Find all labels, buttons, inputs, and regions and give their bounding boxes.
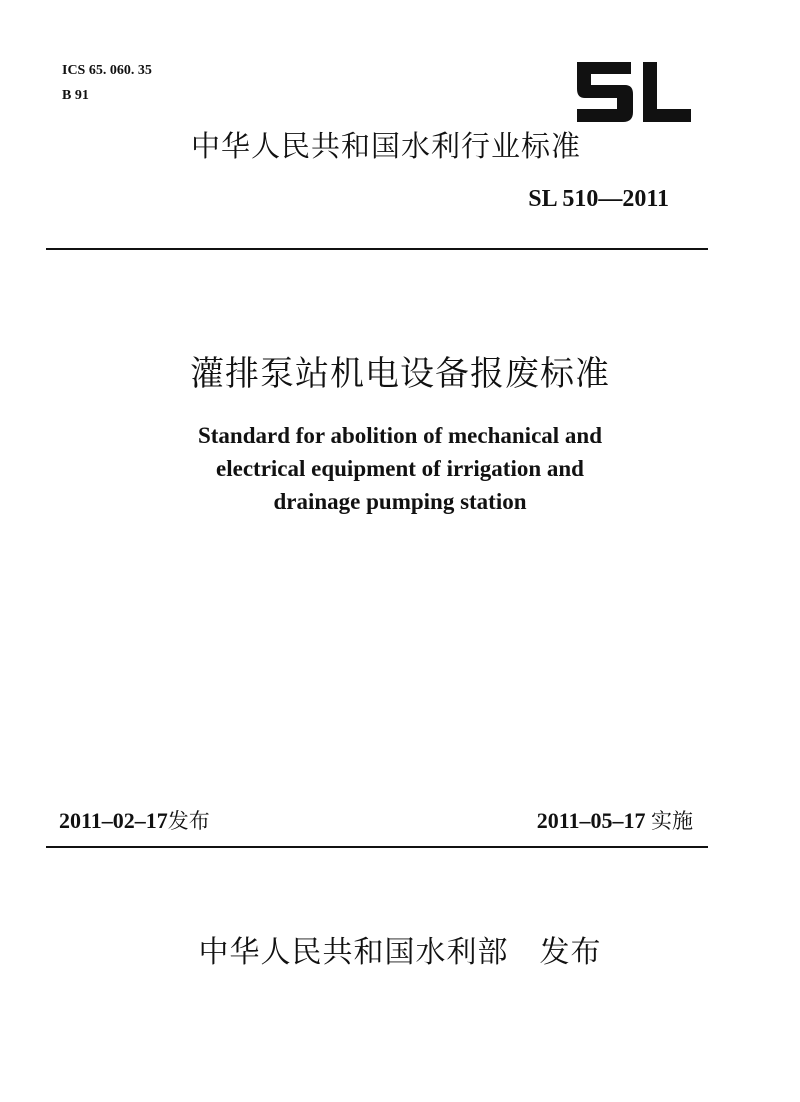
publisher-line: 中华人民共和国水利部 发布 <box>198 935 602 970</box>
issue-date: 2011–02–17 <box>59 808 168 833</box>
ics-code: ICS 65. 060. 35 <box>62 63 152 78</box>
english-title-line-2: electrical equipment of irrigation and <box>216 456 584 481</box>
top-divider <box>46 248 708 250</box>
english-title-line-3: drainage pumping station <box>273 489 527 514</box>
standard-number: SL 510—2011 <box>528 186 669 212</box>
issue-label: 发布 <box>167 809 210 833</box>
bottom-divider <box>46 846 708 848</box>
implementation-label: 实施 <box>651 809 693 833</box>
issue-date-block <box>59 806 210 836</box>
sl-logo-mark <box>577 62 691 122</box>
document-title-chinese: 灌排泵站机电设备报废标准 <box>190 354 610 394</box>
implementation-date-block <box>537 806 693 836</box>
sl-logo <box>575 62 693 122</box>
industry-standard-title: 中华人民共和国水利行业标准 <box>191 129 582 163</box>
document-title-english <box>0 419 800 518</box>
english-title-line-1: Standard for abolition of mechanical and <box>197 423 603 448</box>
implementation-date: 2011–05–17 <box>536 808 646 833</box>
ccs-code: B 91 <box>62 88 89 103</box>
